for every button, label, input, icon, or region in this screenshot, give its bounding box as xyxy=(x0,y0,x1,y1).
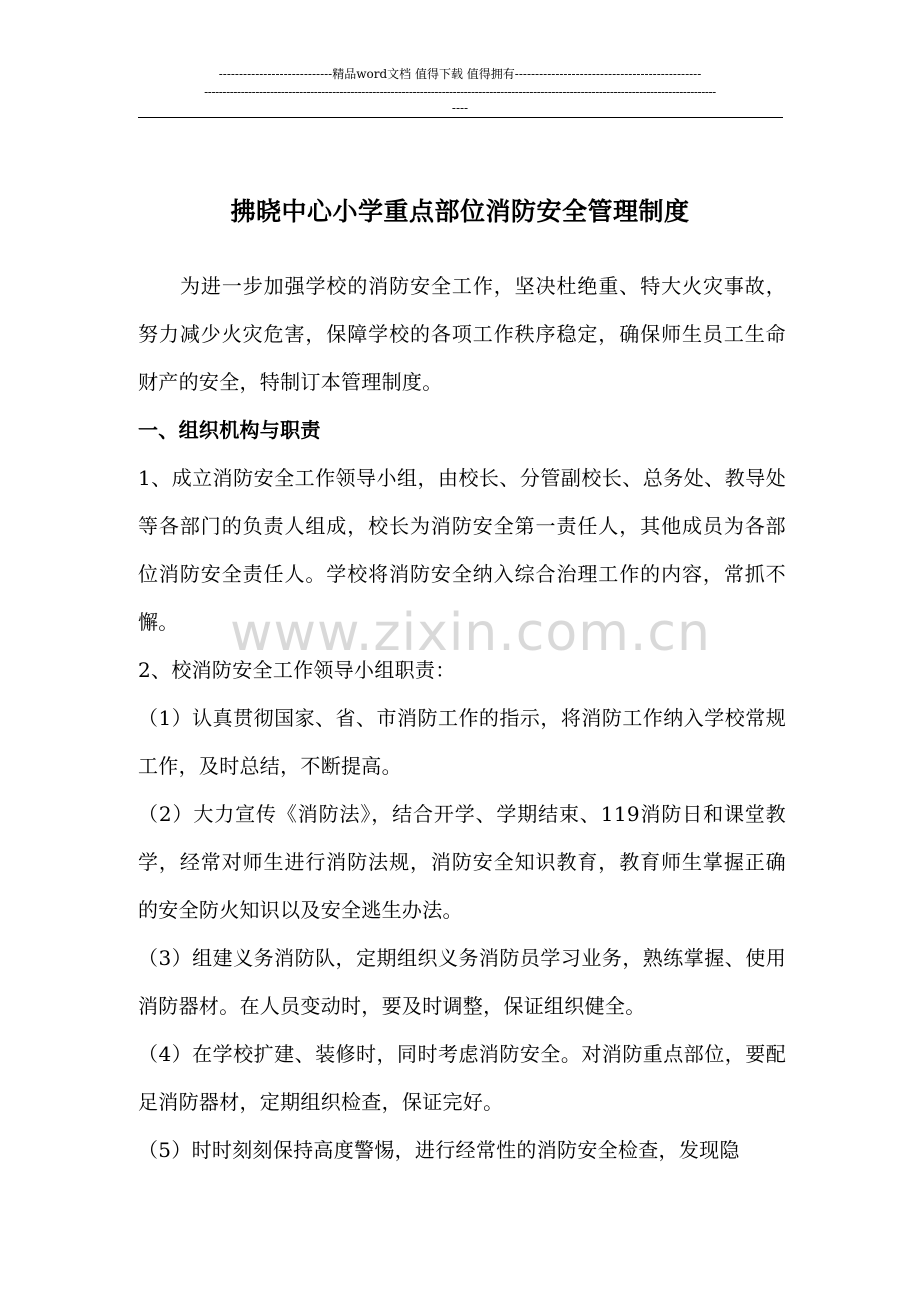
page-header-line-3: ---- xyxy=(451,101,469,115)
duty-5-paragraph: （5）时时刻刻保持高度警惕，进行经常性的消防安全检查，发现隐 xyxy=(138,1138,740,1162)
document-title: 拂晓中心小学重点部位消防安全管理制度 xyxy=(230,197,690,226)
item-1-paragraph: 1、成立消防安全工作领导小组，由校长、分管副校长、总务处、教导处等各部门的负责人组成，校长为消防安全第一责任人，其他成员为各部位消防安全责任人。学校将消防安全纳入综合治理工作的内容，常抓不懈。 xyxy=(138,466,786,634)
duty-1-paragraph: （1）认真贯彻国家、省、市消防工作的指示，将消防工作纳入学校常规工作，及时总结，不断提高。 xyxy=(138,706,786,778)
item-2-paragraph: 2、校消防安全工作领导小组职责： xyxy=(138,658,456,682)
duty-2-paragraph: （2）大力宣传《消防法》，结合开学、学期结束、119消防日和课堂教学，经常对师生进行消防法规，消防安全知识教育，教育师生掌握正确的安全防火知识以及安全逃生办法。 xyxy=(138,802,786,922)
header-rule xyxy=(138,117,783,118)
duty-3-paragraph: （3）组建义务消防队，定期组织义务消防员学习业务，熟练掌握、使用消防器材。在人员变动时，要及时调整，保证组织健全。 xyxy=(138,946,786,1018)
page-header-line-2: -------------------------------------------------------------------------------------------------------------------------------------------- xyxy=(204,85,716,99)
watermark: www.zixin.com.cn xyxy=(230,603,711,663)
page-header-line-1: ----------------------------精品word文档 值得下载 值得拥有---------------------------------------------- xyxy=(218,67,702,81)
section-heading-1: 一、组织机构与职责 xyxy=(138,418,321,442)
document-body xyxy=(138,262,786,1174)
intro-paragraph: 为进一步加强学校的消防安全工作，坚决杜绝重、特大火灾事故，努力减少火灾危害，保障学校的各项工作秩序稳定，确保师生员工生命财产的安全，特制订本管理制度。 xyxy=(138,274,786,394)
duty-4-paragraph: （4）在学校扩建、装修时，同时考虑消防安全。对消防重点部位，要配足消防器材，定期组织检查，保证完好。 xyxy=(138,1042,786,1114)
